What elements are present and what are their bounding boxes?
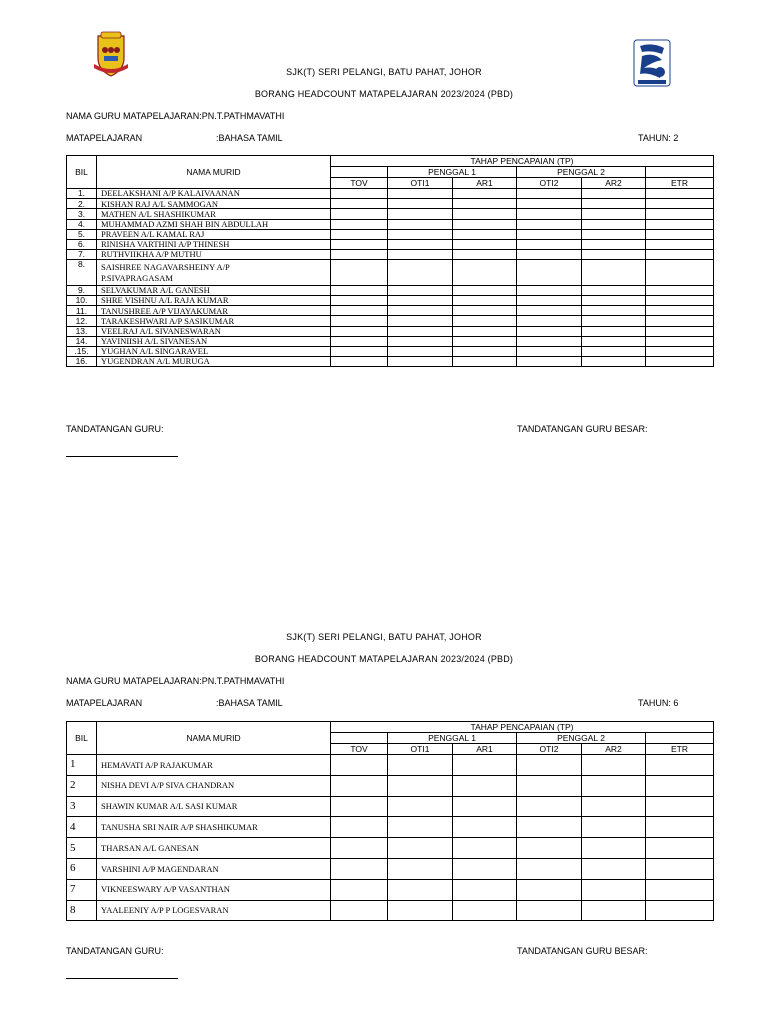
empty-header-cell — [646, 167, 714, 178]
score-cell[interactable] — [453, 229, 517, 239]
row-number: 13. — [67, 326, 97, 336]
student-name: TARAKESHWARI A/P SASIKUMAR — [97, 316, 331, 326]
score-cell[interactable] — [517, 189, 582, 199]
score-cell[interactable] — [453, 346, 517, 356]
score-cell[interactable] — [517, 796, 582, 817]
score-cell[interactable] — [331, 326, 388, 336]
score-cell[interactable] — [582, 219, 646, 229]
score-cell[interactable] — [646, 775, 714, 796]
score-cell[interactable] — [453, 285, 517, 295]
row-number: 3. — [67, 209, 97, 219]
empty-header-cell — [331, 167, 388, 178]
score-cell[interactable] — [582, 250, 646, 260]
score-cell[interactable] — [646, 285, 714, 295]
score-cell[interactable] — [517, 817, 582, 838]
score-cell[interactable] — [517, 199, 582, 209]
col-oti1: OTI1 — [388, 744, 453, 755]
col-etr: ETR — [646, 178, 714, 189]
table-row — [67, 755, 714, 776]
score-cell[interactable] — [646, 879, 714, 900]
score-cell[interactable] — [331, 838, 388, 859]
subject-value: :BAHASA TAMIL — [216, 698, 283, 708]
score-cell[interactable] — [388, 336, 453, 346]
student-name: PRAVEEN A/L KAMAL RAJ — [97, 229, 331, 239]
score-cell[interactable] — [582, 260, 646, 286]
row-number: 11. — [67, 306, 97, 316]
col-ar1: AR1 — [453, 178, 517, 189]
score-cell[interactable] — [453, 306, 517, 316]
score-cell[interactable] — [388, 755, 453, 776]
table-row — [67, 858, 714, 879]
student-name: HEMAVATI A/P RAJAKUMAR — [97, 755, 331, 776]
table-row — [67, 346, 714, 356]
score-cell[interactable] — [582, 306, 646, 316]
score-cell[interactable] — [517, 755, 582, 776]
score-cell[interactable] — [646, 326, 714, 336]
student-name: TANUSHA SRI NAIR A/P SHASHIKUMAR — [97, 817, 331, 838]
col-ar2: AR2 — [582, 178, 646, 189]
score-cell[interactable] — [331, 189, 388, 199]
student-name: TANUSHREE A/P VIJAYAKUMAR — [97, 306, 331, 316]
score-cell[interactable] — [582, 316, 646, 326]
score-cell[interactable] — [331, 346, 388, 356]
score-cell[interactable] — [582, 336, 646, 346]
empty-header-cell — [646, 733, 714, 744]
headcount-table — [66, 721, 714, 921]
score-cell[interactable] — [517, 775, 582, 796]
score-cell[interactable] — [453, 817, 517, 838]
teacher-signature-label: TANDATANGAN GURU: — [66, 424, 164, 434]
subject-value: :BAHASA TAMIL — [216, 133, 283, 143]
score-cell[interactable] — [646, 199, 714, 209]
row-number: 5 — [67, 838, 97, 859]
score-cell[interactable] — [646, 336, 714, 346]
score-cell[interactable] — [388, 346, 453, 356]
score-cell[interactable] — [646, 858, 714, 879]
score-cell[interactable] — [453, 296, 517, 306]
score-cell[interactable] — [453, 199, 517, 209]
student-name: YAALEENIY A/P P LOGESVARAN — [97, 900, 331, 921]
year-label: TAHUN: 6 — [638, 698, 679, 708]
score-cell[interactable] — [517, 296, 582, 306]
row-number: 2. — [67, 199, 97, 209]
score-cell[interactable] — [582, 357, 646, 367]
score-cell[interactable] — [517, 900, 582, 921]
score-cell[interactable] — [331, 900, 388, 921]
table-row — [67, 838, 714, 859]
table-row — [67, 775, 714, 796]
score-cell[interactable] — [582, 326, 646, 336]
row-number: 6 — [67, 858, 97, 879]
col-tov: TOV — [331, 178, 388, 189]
teacher-name: NAMA GURU MATAPELAJARAN:PN.T.PATHMAVATHI — [66, 676, 285, 686]
student-name: VARSHINI A/P MAGENDARAN — [97, 858, 331, 879]
col-ar1: AR1 — [453, 744, 517, 755]
score-cell[interactable] — [388, 199, 453, 209]
score-cell[interactable] — [331, 775, 388, 796]
score-cell[interactable] — [517, 357, 582, 367]
score-cell[interactable] — [646, 250, 714, 260]
score-cell[interactable] — [646, 219, 714, 229]
row-number: 6. — [67, 239, 97, 249]
score-cell[interactable] — [388, 260, 453, 286]
student-name: VIKNEESWARY A/P VASANTHAN — [97, 879, 331, 900]
score-cell[interactable] — [388, 900, 453, 921]
signature-line — [66, 978, 178, 979]
score-cell[interactable] — [388, 285, 453, 295]
col-oti2: OTI2 — [517, 178, 582, 189]
score-cell[interactable] — [646, 316, 714, 326]
table-row — [67, 306, 714, 316]
score-cell[interactable] — [331, 796, 388, 817]
score-cell[interactable] — [517, 838, 582, 859]
score-cell[interactable] — [388, 858, 453, 879]
row-number: 12. — [67, 316, 97, 326]
student-name: RUTHVIIKHA A/P MUTHU — [97, 250, 331, 260]
score-cell[interactable] — [646, 306, 714, 316]
score-cell[interactable] — [517, 219, 582, 229]
student-name: SELVAKUMAR A/L GANESH — [97, 285, 331, 295]
table-row — [67, 219, 714, 229]
score-cell[interactable] — [453, 189, 517, 199]
score-cell[interactable] — [582, 858, 646, 879]
table-row — [67, 879, 714, 900]
score-cell[interactable] — [582, 239, 646, 249]
score-cell[interactable] — [646, 260, 714, 286]
table-row — [67, 296, 714, 306]
table-row — [67, 316, 714, 326]
bil-header: BIL — [67, 722, 97, 755]
table-row — [67, 796, 714, 817]
tp-header: TAHAP PENCAPAIAN (TP) — [331, 722, 714, 733]
row-number: 9. — [67, 285, 97, 295]
score-cell[interactable] — [388, 189, 453, 199]
subject-label: MATAPELAJARAN — [66, 698, 143, 708]
score-cell[interactable] — [517, 336, 582, 346]
row-number: 1 — [67, 755, 97, 776]
name-header: NAMA MURID — [97, 722, 331, 755]
score-cell[interactable] — [331, 229, 388, 239]
score-cell[interactable] — [453, 357, 517, 367]
student-name: THARSAN A/L GANESAN — [97, 838, 331, 859]
score-cell[interactable] — [646, 189, 714, 199]
school-name: SJK(T) SERI PELANGI, BATU PAHAT, JOHOR — [286, 67, 482, 77]
score-cell[interactable] — [517, 260, 582, 286]
score-cell[interactable] — [646, 296, 714, 306]
student-name-line: P.SIVAPRAGASAM — [101, 272, 173, 283]
score-cell[interactable] — [331, 199, 388, 209]
score-cell[interactable] — [331, 316, 388, 326]
row-number: .15. — [67, 346, 97, 356]
school-name: SJK(T) SERI PELANGI, BATU PAHAT, JOHOR — [286, 632, 482, 642]
student-name: NISHA DEVI A/P SIVA CHANDRAN — [97, 775, 331, 796]
headcount-table — [66, 155, 714, 367]
score-cell[interactable] — [388, 775, 453, 796]
score-cell[interactable] — [453, 250, 517, 260]
score-cell[interactable] — [646, 900, 714, 921]
empty-header-cell — [331, 733, 388, 744]
name-header: NAMA MURID — [97, 156, 331, 189]
score-cell[interactable] — [331, 260, 388, 286]
row-number: 1. — [67, 189, 97, 199]
score-cell[interactable] — [582, 346, 646, 356]
score-cell[interactable] — [331, 858, 388, 879]
score-cell[interactable] — [331, 285, 388, 295]
score-cell[interactable] — [331, 250, 388, 260]
score-cell[interactable] — [517, 209, 582, 219]
score-cell[interactable] — [582, 838, 646, 859]
score-cell[interactable] — [331, 755, 388, 776]
score-cell[interactable] — [388, 219, 453, 229]
score-cell[interactable] — [388, 357, 453, 367]
row-number: 10. — [67, 296, 97, 306]
headmaster-signature-label: TANDATANGAN GURU BESAR: — [517, 424, 648, 434]
score-cell[interactable] — [453, 775, 517, 796]
score-cell[interactable] — [453, 219, 517, 229]
score-cell[interactable] — [646, 209, 714, 219]
student-name: DEELAKSHANI A/P KALAIVAANAN — [97, 189, 331, 199]
student-name: KISHAN RAJ A/L SAMMOGAN — [97, 199, 331, 209]
row-number: 3 — [67, 796, 97, 817]
score-cell[interactable] — [582, 189, 646, 199]
score-cell[interactable] — [331, 357, 388, 367]
score-cell[interactable] — [453, 209, 517, 219]
table-row — [67, 817, 714, 838]
student-name: RINISHA VARTHINI A/P THINESH — [97, 239, 331, 249]
score-cell[interactable] — [517, 306, 582, 316]
score-cell[interactable] — [331, 306, 388, 316]
score-cell[interactable] — [517, 858, 582, 879]
row-number: 8. — [67, 260, 97, 286]
score-cell[interactable] — [453, 796, 517, 817]
score-cell[interactable] — [646, 346, 714, 356]
score-cell[interactable] — [582, 296, 646, 306]
score-cell[interactable] — [388, 817, 453, 838]
score-cell[interactable] — [582, 755, 646, 776]
score-cell[interactable] — [331, 879, 388, 900]
score-cell[interactable] — [388, 250, 453, 260]
score-cell[interactable] — [646, 239, 714, 249]
table-row — [67, 199, 714, 209]
ministry-logo-icon — [632, 38, 672, 88]
teacher-name: NAMA GURU MATAPELAJARAN:PN.T.PATHMAVATHI — [66, 111, 285, 121]
student-name: MUHAMMAD AZMI SHAH BIN ABDULLAH — [97, 219, 331, 229]
table-row — [67, 229, 714, 239]
student-name: MATHEN A/L SHASHIKUMAR — [97, 209, 331, 219]
score-cell[interactable] — [331, 239, 388, 249]
score-cell[interactable] — [453, 336, 517, 346]
form-title: BORANG HEADCOUNT MATAPELAJARAN 2023/2024 (PBD) — [254, 89, 514, 99]
row-number: 14. — [67, 336, 97, 346]
score-cell[interactable] — [388, 296, 453, 306]
score-cell[interactable] — [453, 326, 517, 336]
row-number: 4. — [67, 219, 97, 229]
score-cell[interactable] — [331, 219, 388, 229]
penggal2-header: PENGGAL 2 — [517, 733, 646, 744]
score-cell[interactable] — [582, 285, 646, 295]
score-cell[interactable] — [517, 239, 582, 249]
score-cell[interactable] — [582, 199, 646, 209]
penggal2-header: PENGGAL 2 — [517, 167, 646, 178]
score-cell[interactable] — [388, 239, 453, 249]
headmaster-signature-label: TANDATANGAN GURU BESAR: — [517, 946, 648, 956]
form-title: BORANG HEADCOUNT MATAPELAJARAN 2023/2024 (PBD) — [254, 654, 514, 664]
student-name: SHRE VISHNU A/L RAJA KUMAR — [97, 296, 331, 306]
col-etr: ETR — [646, 744, 714, 755]
score-cell[interactable] — [646, 755, 714, 776]
table-row — [67, 900, 714, 921]
student-name-line: SAISHREE NAGAVARSHEINY A/P — [101, 262, 230, 273]
student-name: YUGENDRAN A/L MURUGA — [97, 357, 331, 367]
score-cell[interactable] — [453, 239, 517, 249]
score-cell[interactable] — [331, 209, 388, 219]
row-number: 7 — [67, 879, 97, 900]
row-number: 16. — [67, 357, 97, 367]
score-cell[interactable] — [331, 296, 388, 306]
score-cell[interactable] — [453, 900, 517, 921]
row-number: 8 — [67, 900, 97, 921]
score-cell[interactable] — [331, 817, 388, 838]
penggal1-header: PENGGAL 1 — [388, 167, 517, 178]
table-row — [67, 189, 714, 199]
tp-header: TAHAP PENCAPAIAN (TP) — [331, 156, 714, 167]
score-cell[interactable] — [582, 775, 646, 796]
score-cell[interactable] — [388, 229, 453, 239]
score-cell[interactable] — [646, 229, 714, 239]
score-cell[interactable] — [453, 858, 517, 879]
score-cell[interactable] — [453, 316, 517, 326]
col-oti1: OTI1 — [388, 178, 453, 189]
subject-label: MATAPELAJARAN — [66, 133, 143, 143]
score-cell[interactable] — [646, 838, 714, 859]
student-name: YUGHAN A/L SINGARAVEL — [97, 346, 331, 356]
student-name: VEELRAJ A/L SIVANESWARAN — [97, 326, 331, 336]
score-cell[interactable] — [582, 879, 646, 900]
score-cell[interactable] — [646, 817, 714, 838]
score-cell[interactable] — [517, 229, 582, 239]
col-tov: TOV — [331, 744, 388, 755]
student-name: YAVINIISH A/L SIVANESAN — [97, 336, 331, 346]
table-row — [67, 285, 714, 295]
teacher-signature-label: TANDATANGAN GURU: — [66, 946, 164, 956]
score-cell[interactable] — [517, 250, 582, 260]
score-cell[interactable] — [517, 285, 582, 295]
col-oti2: OTI2 — [517, 744, 582, 755]
table-row — [67, 250, 714, 260]
year-label: TAHUN: 2 — [638, 133, 679, 143]
score-cell[interactable] — [582, 209, 646, 219]
table-row — [67, 357, 714, 367]
score-cell[interactable] — [388, 796, 453, 817]
student-name — [97, 260, 331, 286]
score-cell[interactable] — [453, 879, 517, 900]
score-cell[interactable] — [517, 879, 582, 900]
student-name: SHAWIN KUMAR A/L SASI KUMAR — [97, 796, 331, 817]
score-cell[interactable] — [388, 879, 453, 900]
table-row — [67, 209, 714, 219]
signature-line — [66, 456, 178, 457]
col-ar2: AR2 — [582, 744, 646, 755]
table-row — [67, 326, 714, 336]
score-cell[interactable] — [388, 306, 453, 316]
score-cell[interactable] — [517, 326, 582, 336]
score-cell[interactable] — [582, 796, 646, 817]
score-cell[interactable] — [331, 336, 388, 346]
score-cell[interactable] — [582, 817, 646, 838]
score-cell[interactable] — [582, 900, 646, 921]
row-number: 5. — [67, 229, 97, 239]
score-cell[interactable] — [388, 209, 453, 219]
score-cell[interactable] — [453, 838, 517, 859]
score-cell[interactable] — [582, 229, 646, 239]
score-cell[interactable] — [453, 260, 517, 286]
table-row — [67, 336, 714, 346]
score-cell[interactable] — [646, 357, 714, 367]
row-number: 7. — [67, 250, 97, 260]
penggal1-header: PENGGAL 1 — [388, 733, 517, 744]
row-number: 2 — [67, 775, 97, 796]
score-cell[interactable] — [388, 838, 453, 859]
score-cell[interactable] — [517, 346, 582, 356]
table-row — [67, 260, 714, 286]
row-number: 4 — [67, 817, 97, 838]
score-cell[interactable] — [388, 316, 453, 326]
table-row — [67, 239, 714, 249]
score-cell[interactable] — [453, 755, 517, 776]
bil-header: BIL — [67, 156, 97, 189]
score-cell[interactable] — [517, 316, 582, 326]
score-cell[interactable] — [646, 796, 714, 817]
score-cell[interactable] — [388, 326, 453, 336]
